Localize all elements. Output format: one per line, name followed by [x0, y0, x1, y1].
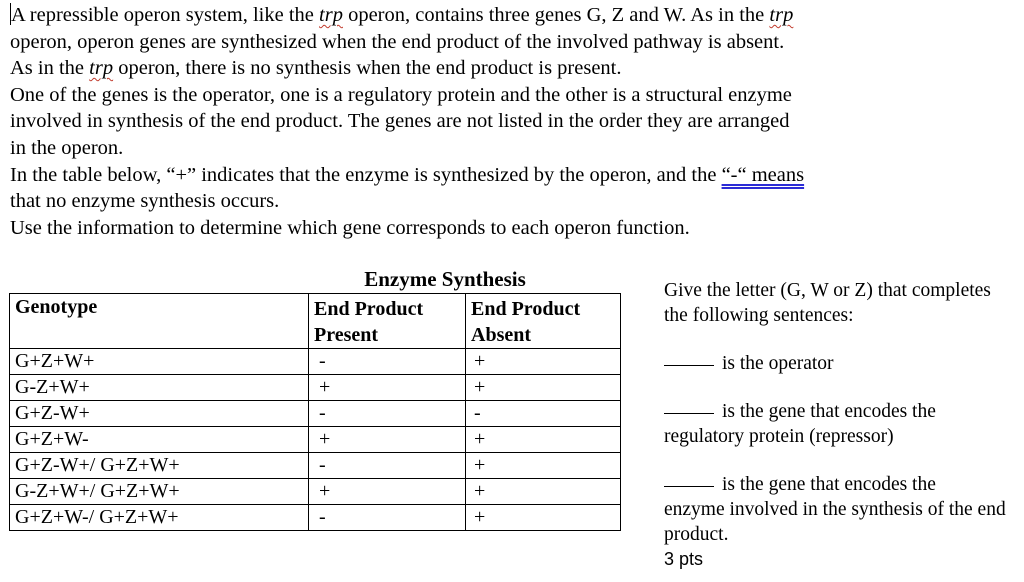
genotype-cell: G-Z+W+/ G+Z+W+	[10, 479, 309, 505]
table-row	[10, 479, 621, 505]
question-text-2a: is the gene that encodes the	[722, 401, 936, 422]
intro-line-2: operon, operon genes are synthesized when the end product of the involved pathway is absent.	[10, 30, 785, 53]
table-row	[10, 349, 621, 375]
genotype-header: Genotype	[10, 294, 309, 349]
absent-cell: +	[466, 505, 621, 531]
genotype-cell: G+Z+W-	[10, 427, 309, 453]
genotype-cell: G+Z+W+	[10, 349, 309, 375]
intro-text: In the table below, “+” indicates that the enzyme is synthesized by the operon, and the	[10, 163, 722, 186]
points-label: 3 pts	[664, 549, 704, 569]
answer-blank-1[interactable]	[664, 365, 714, 366]
intro-line-5: involved in synthesis of the end product. The genes are not listed in the order they are arranged	[10, 110, 790, 133]
intro-line-6: in the operon.	[10, 136, 124, 159]
question-text-1: is the operator	[722, 353, 834, 374]
answer-panel	[664, 278, 1009, 572]
table-row	[10, 427, 621, 453]
present-cell: -	[309, 505, 466, 531]
absent-cell: +	[466, 349, 621, 375]
genotype-cell: G+Z+W-/ G+Z+W+	[10, 505, 309, 531]
question-text-3a: is the gene that encodes the	[722, 474, 936, 495]
answer-blank-2[interactable]	[664, 413, 714, 414]
genotype-cell: G-Z+W+	[10, 375, 309, 401]
end-product-absent-header: End Product Absent	[466, 294, 621, 349]
trp-term: trp	[89, 57, 114, 80]
genotype-cell: G+Z-W+	[10, 401, 309, 427]
present-cell: -	[309, 401, 466, 427]
genotype-cell: G+Z-W+/ G+Z+W+	[10, 453, 309, 479]
question-text	[10, 2, 1010, 241]
answer-blank-3[interactable]	[664, 486, 714, 487]
trp-term: trp	[319, 4, 343, 26]
table-row	[10, 453, 621, 479]
intro-line-9: Use the information to determine which gene corresponds to each operon function.	[10, 216, 690, 239]
present-cell: +	[309, 375, 466, 401]
minus-means-text: “-“ means	[721, 163, 805, 186]
question-enzyme	[664, 472, 1009, 547]
table-header-row	[10, 294, 621, 349]
intro-line-7	[10, 162, 1010, 189]
absent-cell: -	[466, 401, 621, 427]
absent-cell: +	[466, 427, 621, 453]
question-text-2b: regulatory protein (repressor)	[664, 426, 894, 447]
question-regulatory	[664, 399, 1009, 449]
absent-cell: +	[466, 453, 621, 479]
intro-text: A repressible operon system, like the	[11, 4, 320, 26]
table-row	[10, 401, 621, 427]
intro-text: operon, there is no synthesis when the end product is present.	[113, 57, 622, 80]
question-text-3b: enzyme involved in the synthesis of the end product.	[664, 499, 1006, 545]
present-cell: +	[309, 479, 466, 505]
table-row	[10, 375, 621, 401]
enzyme-synthesis-title: Enzyme Synthesis	[364, 267, 526, 291]
present-cell: -	[309, 453, 466, 479]
intro-text: As in the	[10, 57, 90, 80]
intro-line-8: that no enzyme synthesis occurs.	[10, 190, 280, 213]
intro-line-3	[10, 55, 1010, 82]
absent-cell: +	[466, 375, 621, 401]
table-row	[10, 505, 621, 531]
end-product-present-header: End Product Present	[309, 294, 466, 349]
intro-line-1	[10, 2, 1010, 29]
intro-line-4: One of the genes is the operator, one is a regulatory protein and the other is a structural enzyme	[10, 83, 792, 106]
intro-text: operon, contains three genes G, Z and W. As in the	[342, 4, 770, 26]
absent-cell: +	[466, 479, 621, 505]
answer-prompt: Give the letter (G, W or Z) that completes the following sentences:	[664, 280, 991, 326]
trp-term: trp	[769, 4, 794, 26]
present-cell: +	[309, 427, 466, 453]
question-operator	[664, 351, 1009, 376]
present-cell: -	[309, 349, 466, 375]
genotype-table	[9, 293, 621, 531]
